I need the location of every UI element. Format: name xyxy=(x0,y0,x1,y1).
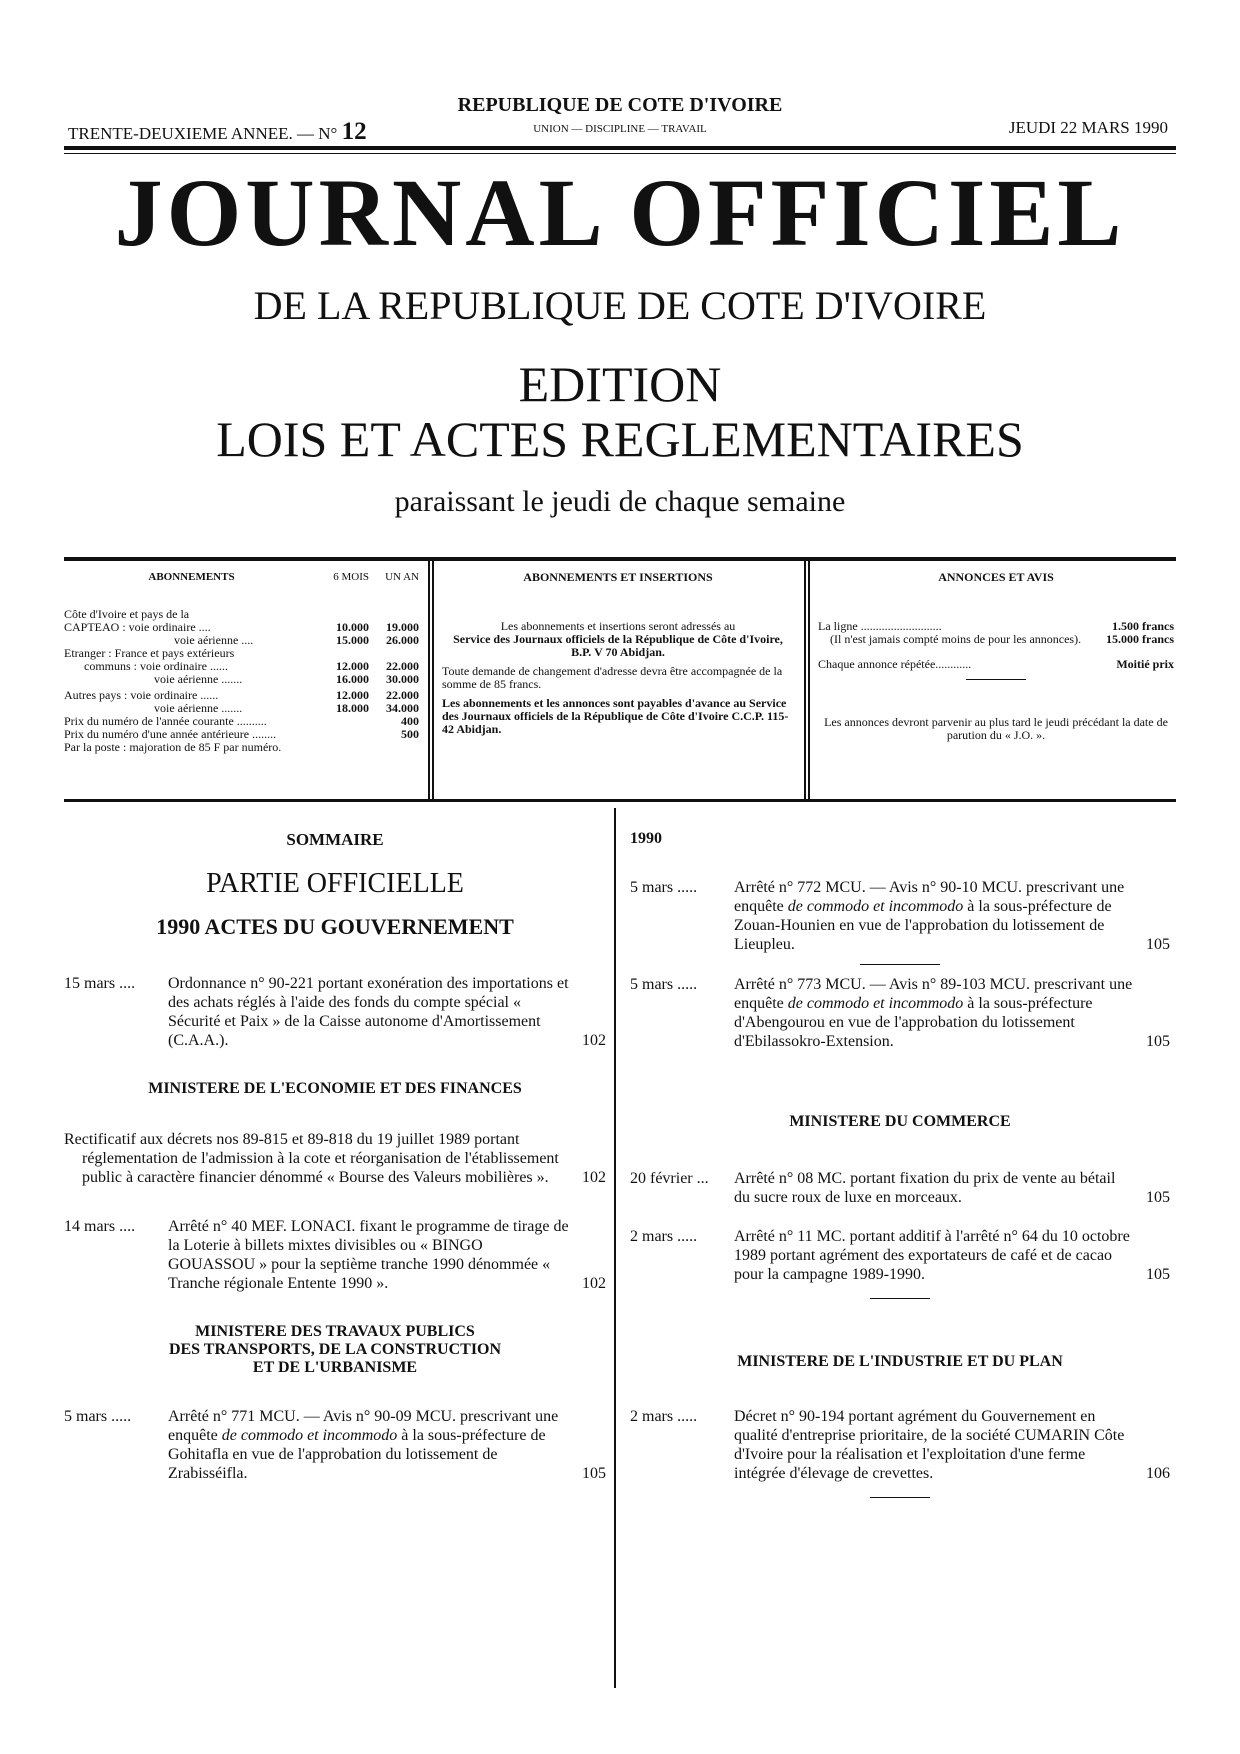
entry-date: 5 mars ..... xyxy=(630,879,698,896)
entry-page: 105 xyxy=(1146,1033,1170,1050)
annonces-column xyxy=(818,571,1174,791)
entry-date: 20 février ... xyxy=(630,1170,709,1187)
annonce-note: Les annonces devront parvenir au plus tard le jeudi précédant la date de parution du « J.O. ». xyxy=(824,715,1168,742)
box-divider xyxy=(428,561,430,799)
subscription-box xyxy=(64,557,1176,802)
entry-divider xyxy=(870,1298,930,1299)
sommaire-entry xyxy=(64,1407,606,1483)
annonces-heading: ANNONCES ET AVIS xyxy=(938,570,1054,584)
header-rule-thin xyxy=(64,153,1176,154)
entry-date: 5 mars ..... xyxy=(630,976,698,993)
entry-page: 105 xyxy=(1146,936,1170,953)
sub-price: 30.000 xyxy=(386,672,419,686)
sub-price: 19.000 xyxy=(386,620,419,634)
sommaire-entry xyxy=(630,1169,1170,1207)
sub-line: Prix du numéro de l'année courante .......... xyxy=(64,714,267,728)
sub-line: voie aérienne ....... xyxy=(154,672,243,686)
edition-label: EDITION xyxy=(518,356,722,412)
annonce-line: La ligne ........................... xyxy=(818,619,942,633)
annonce-price: 15.000 francs xyxy=(1106,632,1174,646)
sub-price: 400 xyxy=(401,714,419,728)
insertions-column xyxy=(442,571,794,791)
sub-line: Prix du numéro d'une année antérieure ........ xyxy=(64,727,277,741)
entry-page: 102 xyxy=(582,1169,606,1186)
sommaire-heading: SOMMAIRE xyxy=(286,830,384,849)
insertions-p3: Les abonnements et les annonces sont payables d'avance au Service des Journaux officiels de la République de Côte d'Ivoire C.C.P. 115-42 Abidjan. xyxy=(442,696,789,736)
sommaire-entry xyxy=(64,974,606,1050)
journal-subtitle: DE LA REPUBLIQUE DE COTE D'IVOIRE xyxy=(253,283,987,328)
entry-divider xyxy=(860,964,940,965)
sub-price: 22.000 xyxy=(386,688,419,702)
sub-line: communs : voie ordinaire ...... xyxy=(84,659,228,673)
entry-page: 102 xyxy=(582,1032,606,1049)
sub-price: 26.000 xyxy=(386,633,419,647)
abonnements-heading: ABONNEMENTS xyxy=(148,571,235,583)
header-rule xyxy=(64,146,1176,150)
year-issue-label xyxy=(68,118,367,146)
annonce-price: 1.500 francs xyxy=(1112,619,1174,633)
sub-price: 12.000 xyxy=(336,688,369,702)
sub-line: voie aérienne .... xyxy=(174,633,254,647)
ministry-heading-line: MINISTERE DES TRAVAUX PUBLICS xyxy=(195,1323,475,1340)
entry-text: Arrêté n° 40 MEF. LONACI. fixant le programme de tirage de la Loterie à billets mixtes divisibles ou « BINGO GOUASSOU » pour la septième tranche 1990 dénommée « Tranche régionale Entente 1990 ». xyxy=(168,1218,569,1292)
entry-date: 14 mars .... xyxy=(64,1218,136,1235)
sub-line: CAPTEAO : voie ordinaire .... xyxy=(64,620,211,634)
entry-date: 2 mars ..... xyxy=(630,1228,698,1245)
sub-price: 12.000 xyxy=(336,659,369,673)
entry-text: Arrêté n° 772 MCU. — Avis n° 90-10 MCU. prescrivant une enquête de commodo et incommodo à la sous-préfecture de Zouan-Hounien en vue de l'approbation du lotissement de Lieupleu. xyxy=(734,879,1125,953)
entry-text: Rectificatif aux décrets nos 89-815 et 89-818 du 19 juillet 1989 portant réglementation de l'admission à la cote et réorganisation de l'établissement public à caractère financier dénommé « Bourse des Valeurs mobilières ». xyxy=(64,1131,559,1186)
insertions-heading: ABONNEMENTS ET INSERTIONS xyxy=(523,570,713,584)
entry-page: 106 xyxy=(1146,1465,1170,1482)
sommaire-entry xyxy=(630,1407,1170,1483)
sub-line: Autres pays : voie ordinaire ...... xyxy=(64,688,219,702)
sub-price: 15.000 xyxy=(336,633,369,647)
sub-price: 22.000 xyxy=(386,659,419,673)
entry-date: 2 mars ..... xyxy=(630,1408,698,1425)
sub-line: Côte d'Ivoire et pays de la xyxy=(64,607,190,621)
entry-text: Arrêté n° 771 MCU. — Avis n° 90-09 MCU. prescrivant une enquête de commodo et incommodo à la sous-préfecture de Gohitafla en vue de l'approbation du lotissement de Zrabisséifla. xyxy=(168,1408,559,1482)
ministry-heading: MINISTERE DE L'INDUSTRIE ET DU PLAN xyxy=(737,1353,1063,1370)
subscriptions-column xyxy=(64,571,419,791)
annonce-line: Chaque annonce répétée............ xyxy=(818,657,972,671)
insertions-p1b: Service des Journaux officiels de la République de Côte d'Ivoire, B.P. V 70 Abidjan. xyxy=(453,632,783,659)
year-heading: 1990 xyxy=(630,830,662,847)
entry-page: 102 xyxy=(582,1275,606,1292)
entry-text: Ordonnance n° 90-221 portant exonération des importations et des achats réglés à l'aide des fonds du compte spécial « Sécurité et Paix » de la Caisse autonome d'Amortissement (C.A.A.). xyxy=(168,975,569,1049)
sommaire-entry xyxy=(630,975,1170,1051)
sub-price: 16.000 xyxy=(336,672,369,686)
entry-date: 5 mars ..... xyxy=(64,1408,132,1425)
sommaire-entry xyxy=(64,1217,606,1293)
sub-price: 10.000 xyxy=(336,620,369,634)
entry-page: 105 xyxy=(1146,1189,1170,1206)
annonce-line: (Il n'est jamais compté moins de pour les annonces). xyxy=(830,632,1082,646)
sub-line: voie aérienne ....... xyxy=(154,701,243,715)
box-divider xyxy=(804,561,806,799)
sub-line: Par la poste : majoration de 85 F par numéro. xyxy=(64,740,282,754)
box-divider xyxy=(808,561,810,799)
issue-number: 12 xyxy=(341,118,367,145)
entry-text: Arrêté n° 11 MC. portant additif à l'arrêté n° 64 du 10 octobre 1989 portant agrément des exportateurs de café et de cacao pour la campagne 1989-1990. xyxy=(734,1228,1130,1283)
entry-divider xyxy=(870,1497,930,1498)
ministry-heading xyxy=(64,1323,606,1377)
sommaire-right-column xyxy=(630,830,1170,1508)
entry-date: 15 mars .... xyxy=(64,975,136,992)
sub-line: Etranger : France et pays extérieurs xyxy=(64,646,235,660)
column-separator xyxy=(614,808,616,1688)
box-divider xyxy=(432,561,434,799)
sub-price: 500 xyxy=(401,727,419,741)
entry-text: Décret n° 90-194 portant agrément du Gouvernement en qualité d'entreprise prioritaire, de la société CUMARIN Côte d'Ivoire pour la réalisation et l'exploitation d'une ferme intégrée d'élevage de crevettes. xyxy=(734,1408,1125,1482)
sub-price: 34.000 xyxy=(386,701,419,715)
sommaire-entry xyxy=(630,878,1170,954)
ministry-heading: MINISTERE DE L'ECONOMIE ET DES FINANCES xyxy=(148,1080,522,1097)
entry-text: Arrêté n° 773 MCU. — Avis n° 89-103 MCU. prescrivant une enquête de commodo et incommodo à la sous-préfecture d'Abengourou en vue de l'approbation du lotissement d'Ebilassokro-Extension. xyxy=(734,976,1133,1050)
six-months-heading: 6 MOIS xyxy=(333,571,369,583)
entry-page: 105 xyxy=(582,1465,606,1482)
entry-page: 105 xyxy=(1146,1266,1170,1283)
motto: UNION — DISCIPLINE — TRAVAIL xyxy=(533,123,707,135)
republic-name: REPUBLIQUE DE COTE D'IVOIRE xyxy=(457,94,783,116)
ministry-heading-line: ET DE L'URBANISME xyxy=(252,1359,418,1376)
sommaire-entry xyxy=(630,1227,1170,1284)
section-label: LOIS ET ACTES REGLEMENTAIRES xyxy=(216,411,1024,467)
insertions-p2: Toute demande de changement d'adresse devra être accompagnée de la somme de 85 francs. xyxy=(442,664,783,691)
issue-date: JEUDI 22 MARS 1990 xyxy=(1008,118,1168,137)
sub-price: 18.000 xyxy=(336,701,369,715)
partie-officielle: PARTIE OFFICIELLE xyxy=(206,868,464,899)
ministry-heading: MINISTERE DU COMMERCE xyxy=(789,1113,1011,1130)
journal-title: JOURNAL OFFICIEL xyxy=(114,159,1126,266)
ministry-heading-line: DES TRANSPORTS, DE LA CONSTRUCTION xyxy=(168,1341,502,1358)
one-year-heading: UN AN xyxy=(385,571,419,583)
entry-text: Arrêté n° 08 MC. portant fixation du prix de vente au bétail du sucre roux de luxe en morceaux. xyxy=(734,1170,1116,1206)
republic-header xyxy=(400,94,840,135)
frequency-label: paraissant le jeudi de chaque semaine xyxy=(394,485,846,518)
annonce-price: Moitié prix xyxy=(1116,657,1174,671)
sommaire-left-column xyxy=(64,830,606,1483)
section-actes: 1990 ACTES DU GOUVERNEMENT xyxy=(156,914,514,939)
sommaire-entry xyxy=(64,1130,606,1187)
insertions-p1a: Les abonnements et insertions seront adressés au xyxy=(500,619,736,633)
year-label: TRENTE-DEUXIEME ANNEE. — N° xyxy=(68,124,338,143)
